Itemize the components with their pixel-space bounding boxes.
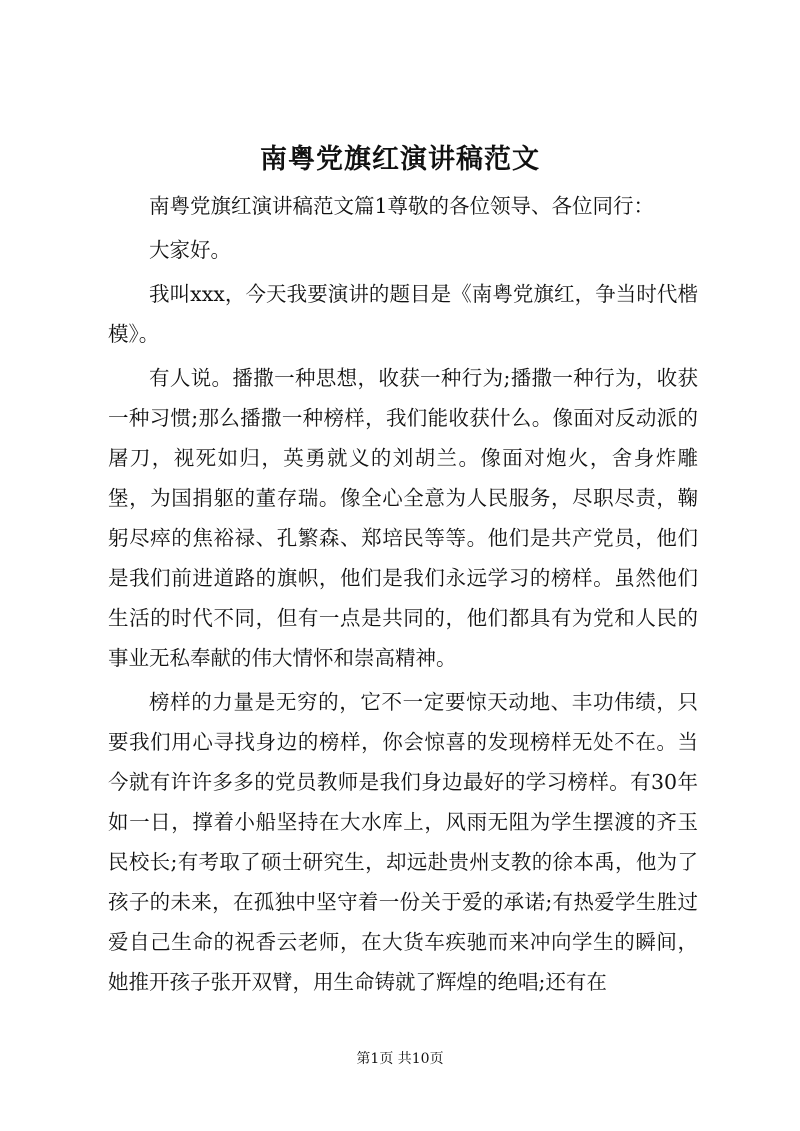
paragraph-greeting: 大家好。 [149, 238, 231, 262]
paragraph-intro: 我叫xxx，今天我要演讲的题目是《南粤党旗红，争当时代楷模》。 [108, 282, 698, 346]
page-footer: 第1页 共10页 [356, 1051, 444, 1067]
paragraph-role-models: 有人说。播撒一种思想，收获一种行为;播撒一种行为，收获一种习惯;那么播撒一种榜样，我们能收获什么。像面对反动派的屠刀，视死如归，英勇就义的刘胡兰。像面对炮火，舍身炸雕堡，为国捐躯的董存瑞。像全心全意为人民服务，尽职尽责，鞠躬尽瘁的焦裕禄、孔繁森、郑培民等等。他们是共产党员，他们是我们前进道路的旗帜，他们是我们永远学习的榜样。虽然他们生活的时代不同，但有一点是共同的，他们都具有为党和人民的事业无私奉献的伟大情怀和崇高精神。 [108, 366, 698, 670]
document-body [108, 186, 698, 1006]
paragraph-salutation: 南粤党旗红演讲稿范文篇1尊敬的各位领导、各位同行： [149, 194, 655, 218]
paragraph-power-of-example: 榜样的力量是无穷的，它不一定要惊天动地、丰功伟绩，只要我们用心寻找身边的榜样，你会惊喜的发现榜样无处不在。当今就有许许多多的党员教师是我们身边最好的学习榜样。有30年如一日，撑着小船坚持在大水库上，风雨无阻为学生摆渡的齐玉民校长;有考取了硕士研究生，却远赴贵州支教的徐本禹，他为了孩子的未来，在孤独中坚守着一份关于爱的承诺;有热爱学生胜过爱自己生命的祝香云老师，在大货车疾驰而来冲向学生的瞬间，她推开孩子张开双臂，用生命铸就了辉煌的绝唱;还有在 [108, 690, 698, 994]
document-title: 南粤党旗红演讲稿范文 [260, 144, 540, 175]
